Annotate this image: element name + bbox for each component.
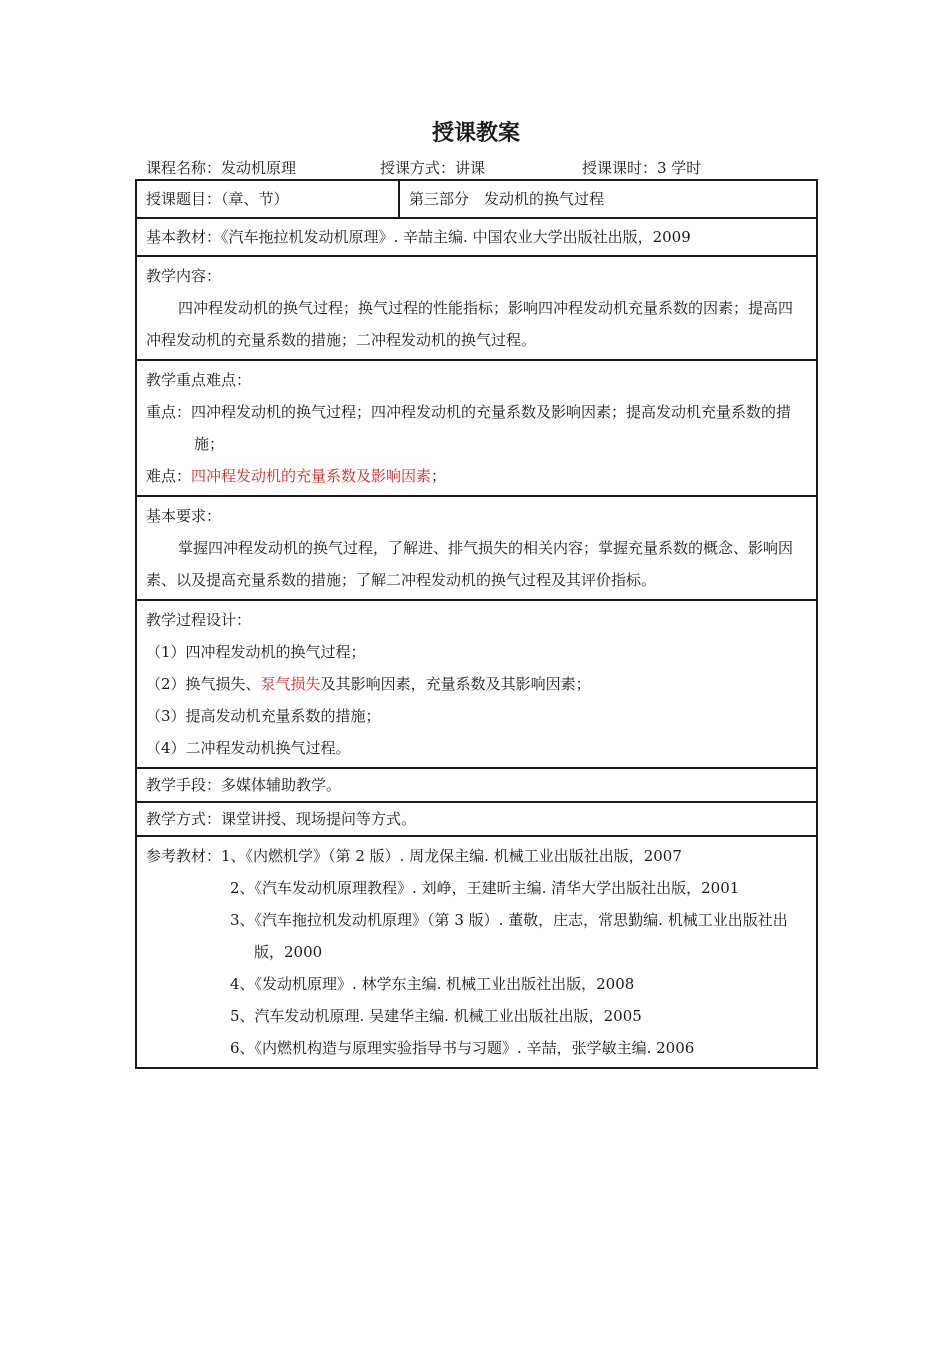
- reference-item-3: 3、《汽车拖拉机发动机原理》（第 3 版）. 董敬，庄志，常思勤编. 机械工业出版社出版，2000: [230, 911, 788, 961]
- topic-row: [136, 180, 817, 218]
- difficult-label: 难点：: [146, 467, 192, 485]
- reference-item-1: [146, 840, 807, 872]
- difficult-tail: ；: [431, 467, 447, 485]
- textbook-row: [136, 218, 817, 256]
- references-cell: [136, 836, 817, 1068]
- requirements-body: 掌握四冲程发动机的换气过程，了解进、排气损失的相关内容；掌握充量系数的概念、影响因素、以及提高充量系数的措施；了解二冲程发动机的换气过程及其评价指标。: [146, 539, 794, 589]
- key-points-text: 重点：四冲程发动机的换气过程；四冲程发动机的充量系数及影响因素；提高发动机充量系数的措施；: [146, 403, 792, 453]
- reference-item-4: 4、《发动机原理》. 林学东主编. 机械工业出版社出版，2008: [230, 975, 635, 993]
- content-body: 四冲程发动机的换气过程；换气过程的性能指标；影响四冲程发动机充量系数的因素；提高四冲程发动机的充量系数的措施；二冲程发动机的换气过程。: [146, 299, 794, 349]
- course-name: 课程名称：发动机原理: [146, 159, 297, 177]
- reference-item-2: 2、《汽车发动机原理教程》. 刘峥，王建昕主编. 清华大学出版社出版，2001: [230, 879, 740, 897]
- course-meta-row: [146, 157, 816, 179]
- process-row: [136, 600, 817, 768]
- process-item-2-pre: （2）换气损失、: [146, 675, 261, 693]
- teaching-means: 教学手段：多媒体辅助教学。: [136, 768, 817, 802]
- reference-text-1: 1、《内燃机学》（第 2 版）. 周龙保主编. 机械工业出版社出版，2007: [221, 847, 682, 865]
- document-title: 授课教案: [431, 121, 520, 146]
- textbook: 基本教材：《汽车拖拉机发动机原理》. 辛喆主编. 中国农业大学出版社出版，2009: [136, 218, 817, 256]
- key-points-row: [136, 360, 817, 496]
- process-heading: 教学过程设计：: [146, 611, 252, 629]
- reference-item-6: 6、《内燃机构造与原理实验指导书与习题》. 辛喆，张学敏主编. 2006: [230, 1039, 695, 1057]
- references-label: 参考教材：: [146, 847, 222, 865]
- process-item-3: （3）提高发动机充量系数的措施；: [146, 707, 381, 725]
- difficult-points: [146, 460, 807, 492]
- process-item-1: （1）四冲程发动机的换气过程；: [146, 643, 366, 661]
- means-row: [136, 768, 817, 802]
- requirements-row: [136, 496, 817, 600]
- process-cell: [136, 600, 817, 768]
- reference-item-5: 5、汽车发动机原理. 吴建华主编. 机械工业出版社出版，2005: [230, 1007, 642, 1025]
- difficult-highlight: 四冲程发动机的充量系数及影响因素: [191, 467, 432, 485]
- content-cell: [136, 256, 817, 360]
- process-item-2: [146, 668, 807, 700]
- topic-label: 授课题目：（章、节）: [136, 180, 399, 218]
- process-item-4: （4）二冲程发动机换气过程。: [146, 739, 351, 757]
- lesson-plan-table: [135, 179, 818, 1069]
- key-points-cell: [136, 360, 817, 496]
- key-points-heading: 教学重点难点：: [146, 371, 252, 389]
- process-item-2-highlight: 泵气损失: [260, 675, 321, 693]
- class-hours: 授课课时：3 学时: [582, 159, 702, 177]
- topic-value: 第三部分 发动机的换气过程: [399, 180, 817, 218]
- content-row: [136, 256, 817, 360]
- requirements-heading: 基本要求：: [146, 507, 222, 525]
- process-item-2-post: 及其影响因素，充量系数及其影响因素；: [320, 675, 591, 693]
- teaching-mode: 教学方式：课堂讲授、现场提问等方式。: [136, 802, 817, 836]
- content-heading: 教学内容：: [146, 267, 222, 285]
- teaching-method: 授课方式：讲课: [380, 159, 486, 177]
- mode-row: [136, 802, 817, 836]
- references-row: [136, 836, 817, 1068]
- requirements-cell: [136, 496, 817, 600]
